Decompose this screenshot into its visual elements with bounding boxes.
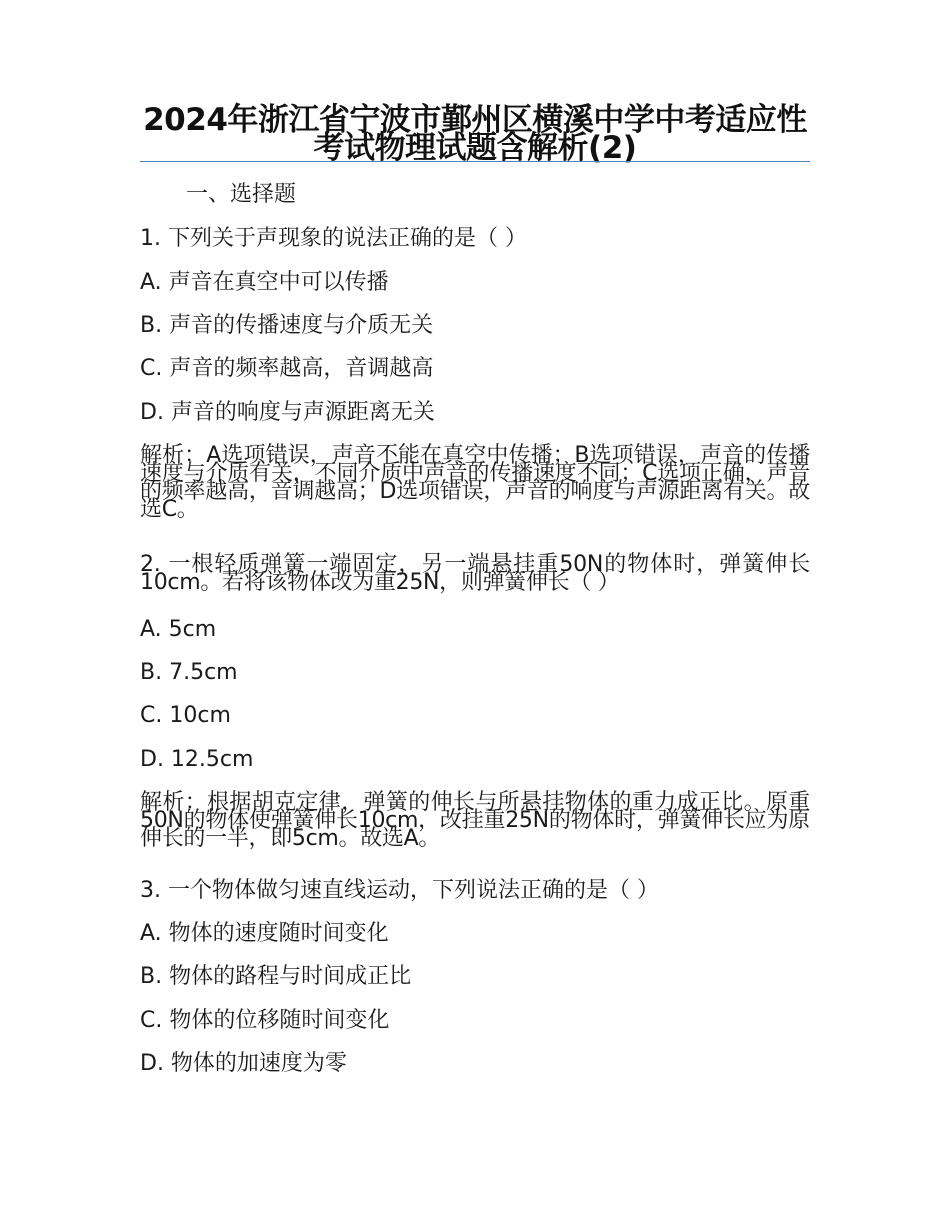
question-2-option-a: A. 5cm bbox=[140, 617, 217, 642]
section-heading: 一、选择题 bbox=[186, 182, 297, 207]
question-3-stem: 3. 一个物体做匀速直线运动，下列说法正确的是（ ） bbox=[140, 878, 659, 903]
question-3-option-a: A. 物体的速度随时间变化 bbox=[140, 921, 389, 946]
title-underline bbox=[140, 161, 810, 162]
question-1-stem: 1. 下列关于声现象的说法正确的是（ ） bbox=[140, 226, 527, 251]
question-2-option-b: B. 7.5cm bbox=[140, 660, 238, 685]
question-2-stem: 2. 一根轻质弹簧一端固定，另一端悬挂重50N的物体时，弹簧伸长10cm。若将该物体改为重25N，则弹簧伸长（ ） bbox=[140, 552, 810, 595]
question-3-option-d: D. 物体的加速度为零 bbox=[140, 1051, 347, 1076]
question-1-option-a: A. 声音在真空中可以传播 bbox=[140, 270, 389, 295]
question-1-option-b: B. 声音的传播速度与介质无关 bbox=[140, 313, 434, 338]
question-3-option-c: C. 物体的位移随时间变化 bbox=[140, 1008, 390, 1033]
question-2-analysis: 解析：根据胡克定律，弹簧的伸长与所悬挂物体的重力成正比。原重50N的物体使弹簧伸长10cm，改挂重25N的物体时，弹簧伸长应为原伸长的一半，即5cm。故选A。 bbox=[140, 790, 810, 851]
question-1-option-c: C. 声音的频率越高，音调越高 bbox=[140, 356, 434, 381]
question-1-option-d: D. 声音的响度与声源距离无关 bbox=[140, 400, 435, 425]
document-title: 2024年浙江省宁波市鄞州区横溪中学中考适应性考试物理试题含解析(2) bbox=[143, 102, 807, 166]
question-2-option-c: C. 10cm bbox=[140, 703, 231, 728]
question-3-option-b: B. 物体的路程与时间成正比 bbox=[140, 964, 412, 989]
question-2-option-d: D. 12.5cm bbox=[140, 747, 254, 772]
question-1-analysis: 解析：A选项错误，声音不能在真空中传播；B选项错误，声音的传播速度与介质有关，不同介质中声音的传播速度不同；C选项正确，声音的频率越高，音调越高；D选项错误，声音的响度与声源距离有关。故选C。 bbox=[140, 443, 810, 522]
